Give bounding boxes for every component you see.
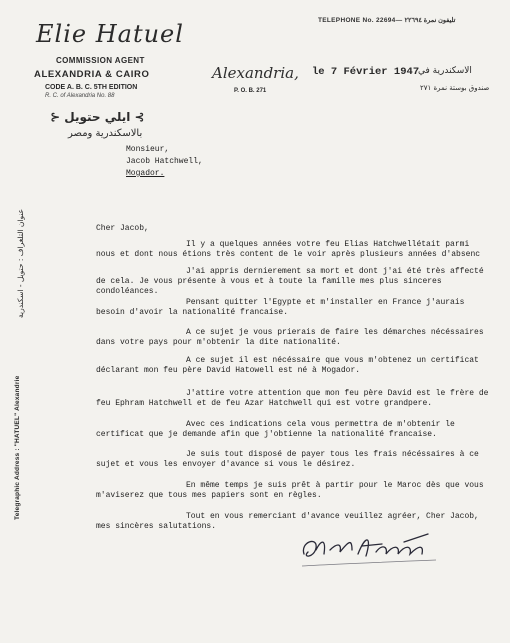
paragraph-7-line-2: certificat que je demande afin que j'obtienne la nationalité francaise. bbox=[96, 430, 437, 439]
paragraph-2-line-3: condoléances. bbox=[96, 287, 159, 296]
letterhead-city-script: Alexandria, bbox=[212, 64, 299, 82]
paragraph-7-line-1: Avec ces indications cela vous permettra de m'obtenir le bbox=[186, 420, 455, 429]
paragraph-9-line-2: m'aviserez que tous mes papiers sont en règles. bbox=[96, 491, 322, 500]
paragraph-10-line-1: Tout en vous remerciant d'avance veuillez agréer, Cher Jacob, bbox=[186, 512, 479, 521]
paragraph-2-line-1: J'ai appris dernierement sa mort et dont j'ai été très affecté bbox=[186, 267, 484, 276]
salutation: Cher Jacob, bbox=[96, 224, 149, 233]
letterhead-commission-agent: COMMISSION AGENT bbox=[56, 56, 145, 65]
paragraph-6-line-1: J'attire votre attention que mon feu père David est le frère de bbox=[186, 389, 489, 398]
telephone-arabic: تليفون نمرة ٢٢٦٩٤ bbox=[404, 17, 456, 24]
recipient-line-3: Mogador. bbox=[126, 169, 165, 178]
ornament-icon: ⊰ bbox=[50, 110, 65, 124]
letterhead-arabic-name bbox=[50, 110, 145, 124]
paragraph-4-line-2: dans votre pays pour m'obtenir la dite nationalité. bbox=[96, 338, 341, 347]
paragraph-1-line-1: Il y a quelques années votre feu Elias Hatchwellétait parmi bbox=[186, 240, 470, 249]
letter-date: le 7 Février 1947 bbox=[312, 66, 420, 78]
paragraph-8-line-2: sujet et vous les envoyer d'avance si vous le désirez. bbox=[96, 460, 356, 469]
paragraph-2-line-2: de cela. Je vous présente à vous et à toute la famille mes plus sinceres bbox=[96, 277, 442, 286]
letterhead-cities: ALEXANDRIA & CAIRO bbox=[34, 69, 150, 80]
paragraph-5-line-1: A ce sujet il est nécéssaire que vous m'obtenez un certificat bbox=[186, 356, 479, 365]
recipient-line-2: Jacob Hatchwell, bbox=[126, 157, 203, 166]
recipient-line-1: Monsieur, bbox=[126, 145, 170, 154]
telephone-latin: TELEPHONE No. 22694— bbox=[318, 17, 403, 24]
paragraph-5-line-2: déclarant mon feu père David Hatowell est né à Mogador. bbox=[96, 366, 361, 375]
letterhead-code: CODE A. B. C. 5TH EDITION bbox=[45, 84, 138, 91]
paragraph-4-line-1: A ce sujet je vous prierais de faire les démarches nécéssaires bbox=[186, 328, 484, 337]
letterhead-arabic-cities: بالاسكندرية ومصر bbox=[68, 128, 143, 139]
letterhead-pob: P. O. B. 271 bbox=[234, 88, 267, 94]
paragraph-10-line-2: mes sincères salutations. bbox=[96, 522, 217, 531]
letterhead-arabic-box: صندوق بوستة نمرة ٢٧١ bbox=[420, 84, 490, 92]
paragraph-8-line-1: Je suis tout disposé de payer tous les frais nécéssaires à ce bbox=[186, 450, 479, 459]
paragraph-3-line-1: Pensant quitter l'Egypte et m'installer en France j'aurais bbox=[186, 298, 465, 307]
paragraph-6-line-2: feu Ephram Hatchwell et de feu Azar Hatchwell qui est votre grandpere. bbox=[96, 399, 433, 408]
letterhead-telephone bbox=[318, 16, 455, 24]
paragraph-3-line-2: besoin d'avoir la nationalité francaise. bbox=[96, 308, 289, 317]
letterhead-arabic-name-text: ايلي حتويل bbox=[64, 110, 131, 124]
margin-telegraphic-address: Telegraphic Address : "HATUEL" Alexandrie bbox=[14, 375, 21, 520]
ornament-icon: ⊱ bbox=[130, 110, 145, 124]
handwritten-signature bbox=[296, 528, 446, 576]
letterhead-name-script: Elie Hatuel bbox=[36, 20, 184, 48]
paragraph-1-line-2: nous et dont nous étions très content de le voir après plusieurs années d'absenc bbox=[96, 250, 481, 259]
margin-arabic-address: عنوان التلغراف : حتويل - اسكندرية bbox=[16, 208, 25, 318]
letterhead-rc: R. C. of Alexandria No. 88 bbox=[45, 93, 115, 99]
paragraph-9-line-1: En même temps je suis prêt à partir pour le Maroc dès que vous bbox=[186, 481, 484, 490]
letterhead-arabic-city: الاسكندرية في bbox=[418, 66, 472, 76]
